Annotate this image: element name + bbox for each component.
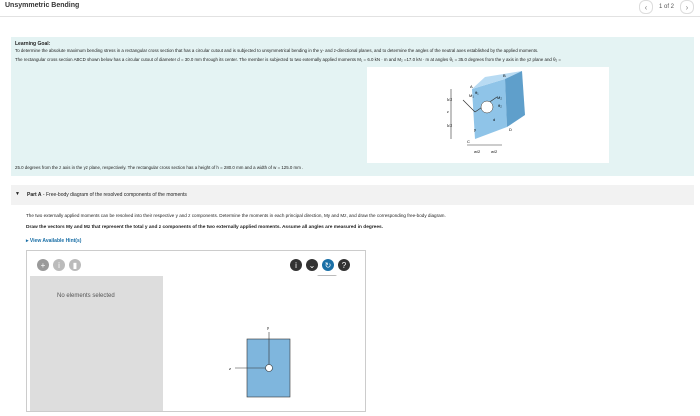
trash-icon[interactable]: ▮ — [69, 259, 81, 271]
info-icon[interactable]: i — [290, 259, 302, 271]
goal-text-2: The rectangular cross section ABCD shown below has a circular cutout of diameter d = 30.0 mm through its center. The member is subjected to two externally applied moments M₁ = 6.0 kN · m and M₂ =17.0 kN · m at angles θ₁ = 35.0 degrees from the y axis in the yz plane and θ₂ = — [15, 57, 561, 62]
info-icon[interactable]: i — [53, 259, 65, 271]
chevron-down-icon[interactable]: ⌄ — [306, 259, 318, 271]
fig-label: d — [493, 117, 496, 122]
learning-goal-panel — [11, 37, 694, 176]
no-selection-text: No elements selected — [57, 293, 115, 299]
help-icon[interactable]: ? — [338, 259, 350, 271]
fbd-drawing-tool — [26, 250, 366, 412]
part-a-instruction: The two externally applied moments can be resolved into their respective y and z components. Determine the moments in each principal direction, My and Mz, and draw the corresponding free-body diagram. — [26, 213, 446, 218]
fig-label: z — [447, 109, 449, 114]
fig-label: D — [509, 127, 512, 132]
element-panel — [30, 276, 163, 411]
fig-label: B — [503, 73, 506, 78]
pager-text: 1 of 2 — [658, 4, 674, 10]
fig-label: A — [470, 84, 473, 89]
section-cutout — [266, 365, 273, 372]
view-hints-label: View Available Hint(s) — [29, 238, 82, 244]
add-icon[interactable]: + — [37, 259, 49, 271]
fig-label: M₂ — [497, 95, 502, 100]
fig-label: h/2 — [447, 97, 453, 102]
fig-label: h/2 — [447, 123, 453, 128]
top-bar — [0, 0, 700, 17]
part-a-header[interactable] — [11, 185, 694, 205]
tool-toolbar — [27, 251, 365, 276]
collapse-arrow-icon[interactable]: ▼ — [15, 191, 20, 197]
y-axis-label: y — [267, 325, 269, 330]
fig-label: θ₂ — [498, 103, 502, 108]
fig-label: M₁ — [469, 93, 474, 98]
drawing-canvas[interactable] — [163, 276, 365, 411]
learning-goal-label: Learning Goal: — [15, 41, 51, 47]
part-a-title: - Free-body diagram of the resolved components of the moments — [41, 192, 187, 198]
fig-label: C — [467, 139, 470, 144]
fig-label: y — [474, 127, 476, 132]
view-hints-link[interactable]: ▸ View Available Hint(s) — [26, 238, 82, 244]
fig-label: w/2 — [491, 149, 498, 154]
fig-label: w/2 — [474, 149, 481, 154]
pager — [639, 1, 694, 13]
refresh-icon[interactable]: ↻ — [322, 259, 334, 271]
z-axis-label: z — [229, 366, 231, 371]
goal-text-3: 25.0 degrees from the z axis in the yz plane, respectively. The rectangular cross section has a height of h = 280.0 mm and a width of w = 125.0 mm . — [15, 165, 304, 170]
fig-label: θ₁ — [475, 90, 479, 95]
part-a-label: Part A — [27, 192, 42, 198]
part-a-instruction-bold: Draw the vectors My and Mz that represent the total y and z components of the two externally applied moments. Assume all angles are measured in degrees. — [26, 225, 384, 230]
page-title: Unsymmetric Bending — [5, 2, 80, 9]
chevron-left-icon[interactable]: ‹ — [639, 0, 653, 14]
goal-text-1: To determine the absolute maximum bending stress in a rectangular cross section that has a circular cutout and is subjected to unsymmetrical bending in the y- and z-directional planes, and to determine the angles of the neutral axes established by the applied moments. — [15, 48, 539, 53]
beam-figure — [367, 67, 609, 163]
chevron-right-icon[interactable]: › — [680, 0, 694, 14]
